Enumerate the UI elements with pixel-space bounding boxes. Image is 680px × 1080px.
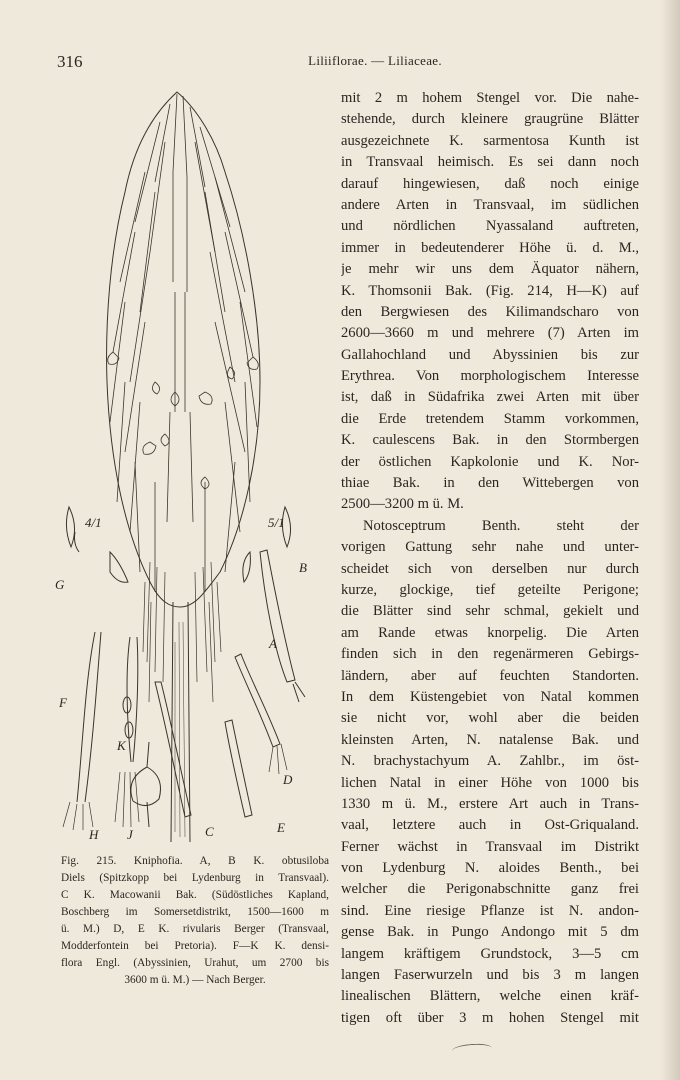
caption-line: Diels (Spitzkopp bei Lydenburg in Transvaal). [61, 872, 329, 884]
text-line: gense Bak. in Pungo Andongo mit 5 dm [341, 924, 639, 941]
text-line: ausgezeichnete K. sarmentosa Kunth ist [341, 132, 639, 149]
caption-line: Fig. 215. Kniphofia. A, B K. obtusiloba [61, 855, 329, 867]
text-line: langen Faserwurzeln und bis 3 m langen [341, 967, 639, 984]
text-line: ländern, aber auf feuchten Standorten. [341, 667, 639, 684]
text-line: immer in bedeutenderer Höhe ü. d. M., [341, 239, 639, 256]
detail-g [66, 507, 79, 552]
label-b: B [299, 560, 307, 575]
text-line: und nördlichen Nyassaland auftreten, [341, 218, 639, 235]
figure-drawing [55, 82, 327, 847]
scale-g: 4/1 [85, 515, 102, 530]
text-line: 1330 m ü. M., erstere Art auch in Trans- [341, 795, 639, 812]
label-h: H [89, 827, 99, 842]
text-line-notosceptrum: Notosceptrum Benth. steht der [363, 517, 639, 534]
raceme-outline [107, 92, 260, 607]
kniphofia-illustration [55, 82, 327, 847]
detail-c [155, 682, 191, 817]
caption-line: flora Engl. (Abyssinien, Urahut, um 2700 bis [61, 957, 329, 969]
label-d: D [283, 772, 293, 787]
caption-line: Boschberg im Somersetdistrikt, 1500—1600 m [61, 906, 329, 918]
detail-h [77, 632, 101, 802]
text-line: die Blätter sind sehr schmal, gekielt und [341, 603, 639, 620]
text-line: Erythrea. Von morphologischem Interesse [341, 368, 639, 385]
caption-line: C K. Macowanii Bak. (Südöstliches Kapland, [61, 889, 329, 901]
text-line: 2600—3660 m und mehrere (7) Arten im [341, 325, 639, 342]
text-line: vorigen Gattung sehr nahe und unter- [341, 539, 639, 556]
detail-d [235, 654, 280, 747]
text-line: andere Arten in Transvaal, im südlichen [341, 196, 639, 213]
label-k: K [117, 738, 126, 753]
text-line: stehende, durch kleinere graugrüne Blätter [341, 111, 639, 128]
text-line: je mehr wir uns dem Äquator nähern, [341, 261, 639, 278]
text-line: sie nicht vor, wohl aber die beiden [341, 710, 639, 727]
text-line: von Lydenburg N. aloides Benth., bei [341, 860, 639, 877]
text-line: vaal, letztere auch in Ost-Griqualand. [341, 817, 639, 834]
text-line: den Bergwiesen des Kilimandscharo von [341, 303, 639, 320]
text-line: scheidet sich von derselben nur durch [341, 560, 639, 577]
detail-e [225, 720, 252, 817]
text-line: Ferner wächst in Transvaal im Distrikt [341, 838, 639, 855]
text-line: Gallahochland und Abyssinien bis zur [341, 346, 639, 363]
text-line: kleinsten Arten, N. natalense Bak. und [341, 731, 639, 748]
detail-b [260, 550, 295, 682]
text-line: darauf hingewiesen, daß noch einige [341, 175, 639, 192]
caption-line: ü. M.) D, E K. rivularis Berger (Transvaal, [61, 923, 329, 935]
text-line: welcher die Perigonabschnitte ganz frei [341, 881, 639, 898]
text-line: tigen oft über 3 m hohen Stengel mit [341, 1009, 639, 1026]
text-line: die Erde tretendem Stamm vorkommen, [341, 410, 639, 427]
figure-caption [61, 853, 329, 989]
text-line: kurze, glockige, tief geteilte Perigone; [341, 581, 639, 598]
caption-line: 3600 m ü. M.) — Nach Berger. [124, 974, 266, 986]
text-line: In dem Küstengebiet von Natal kommen [341, 688, 639, 705]
page-number: 316 [57, 52, 83, 71]
body-text-column [341, 88, 639, 1029]
open-flowers [108, 352, 259, 489]
detail-f [127, 637, 138, 762]
caption-line: Modderfontein bei Pretoria). F—K K. densi- [61, 940, 329, 952]
text-line: langem kräftigem Grundstock, 3—5 cm [341, 945, 639, 962]
running-head: Liliiflorae. — Liliaceae. [308, 53, 442, 68]
label-e: E [277, 820, 285, 835]
text-line: in Transvaal heimisch. Es sei dann noch [341, 154, 639, 171]
text-line: am Rande etwas knorpelig. Die Arten [341, 624, 639, 641]
text-line: mit 2 m hohem Stengel vor. Die nahe- [341, 90, 639, 106]
text-line: 2500—3200 m ü. M. [341, 496, 464, 513]
text-line: sind. Eine riesige Pflanze ist N. andon- [341, 902, 639, 919]
page-edge-shadow [660, 0, 680, 1080]
text-line: ist, daß in Südafrika zwei Arten mit über [341, 389, 639, 406]
label-f: F [59, 695, 67, 710]
text-line: K. Thomsonii Bak. (Fig. 214, H—K) auf [341, 282, 639, 299]
label-a: A [269, 636, 277, 651]
scale-b: 5/1 [268, 515, 285, 530]
text-line: thiae Bak. in den Wittebergen von [341, 475, 639, 492]
label-j: J [127, 827, 133, 842]
text-line: linealischen Blättern, welche einen kräf- [341, 988, 639, 1005]
stem [171, 602, 190, 842]
text-line: lichen Natal in einer Höhe von 1000 bis [341, 774, 639, 791]
text-line: K. caulescens Bak. in den Stormbergen [341, 432, 639, 449]
label-g: G [55, 577, 65, 592]
text-line: N. brachystachyum A. Zahlbr., im öst- [341, 753, 639, 770]
flower-tubes [110, 94, 257, 592]
label-c: C [205, 824, 214, 839]
detail-j [131, 742, 161, 827]
text-line: finden sich in den regenärmeren Gebirgs- [341, 646, 639, 663]
pencil-mark [452, 1043, 493, 1057]
text-line: der östlichen Kapkolonie und K. Nor- [341, 453, 639, 470]
